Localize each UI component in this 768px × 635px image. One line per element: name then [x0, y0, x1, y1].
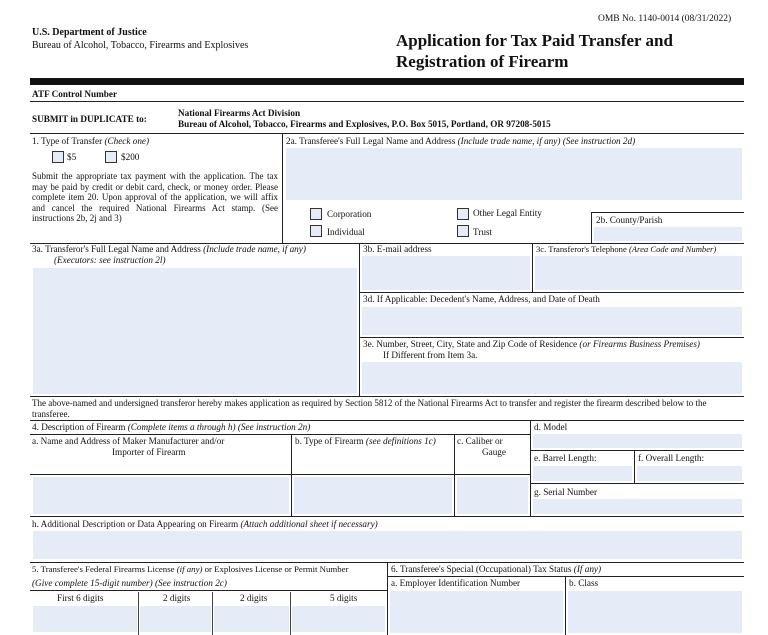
- item3a-hint: (Executors: see instruction 2l): [54, 255, 166, 265]
- item2a-label: 2a. Transferee's Full Legal Name and Address (Include trade name, if any) (See instruction 2d): [286, 136, 636, 146]
- nfa-address: Bureau of Alcohol, Tobacco, Firearms and Explosives, P.O. Box 5015, Portland, OR 97208-5015: [178, 119, 551, 129]
- ffl-col-first6: First 6 digits: [57, 593, 104, 603]
- corporation-label: Corporation: [327, 209, 372, 219]
- tax-5-checkbox[interactable]: [52, 151, 64, 163]
- ffl-2digits-b-field[interactable]: [214, 606, 289, 632]
- divider: [30, 396, 744, 397]
- submit-label: SUBMIT in DUPLICATE to:: [32, 114, 147, 124]
- divider: [359, 243, 360, 396]
- residence-field[interactable]: [362, 362, 742, 394]
- ffl-5digits-field[interactable]: [292, 606, 385, 632]
- ffl-2digits-a-field[interactable]: [140, 606, 211, 632]
- divider: [454, 434, 455, 516]
- item4c-label2: Gauge: [482, 447, 506, 457]
- individual-label: Individual: [327, 227, 365, 237]
- ffl-separator: [290, 592, 291, 635]
- item4d-label: d. Model: [534, 422, 568, 432]
- divider: [634, 450, 635, 483]
- tax-5-label: $5: [67, 152, 77, 162]
- item5-hint: (Give complete 15-digit number) (See instruction 2c): [32, 578, 227, 588]
- overall-length-field[interactable]: [637, 466, 742, 481]
- divider: [30, 133, 744, 134]
- transferee-name-field[interactable]: [286, 148, 742, 200]
- telephone-field[interactable]: [535, 256, 742, 290]
- item1-label: 1. Type of Transfer (Check one): [32, 136, 150, 146]
- divider: [532, 243, 533, 292]
- corporation-checkbox[interactable]: [310, 208, 322, 220]
- other-entity-label: Other Legal Entity: [473, 208, 542, 218]
- item3d-label: 3d. If Applicable: Decedent's Name, Address, and Date of Death: [363, 294, 600, 304]
- firearm-type-field[interactable]: [294, 477, 452, 514]
- caliber-field[interactable]: [457, 477, 528, 514]
- item6b-label: b. Class: [569, 578, 599, 588]
- item4c-label: c. Caliber or: [457, 436, 503, 446]
- individual-checkbox[interactable]: [310, 225, 322, 237]
- email-field[interactable]: [362, 256, 530, 290]
- ffl-col-2digits-b: 2 digits: [240, 593, 268, 603]
- omb-number: OMB No. 1140-0014 (08/31/2022): [598, 14, 732, 24]
- divider: [30, 420, 744, 421]
- ffl-col-2digits-a: 2 digits: [163, 593, 191, 603]
- divider: [30, 516, 744, 517]
- tax-200-label: $200: [121, 152, 140, 162]
- divider: [565, 576, 566, 635]
- divider: [387, 562, 388, 635]
- maker-field[interactable]: [33, 477, 289, 514]
- department-name: U.S. Department of Justice: [32, 27, 147, 38]
- item4e-label: e. Barrel Length:: [534, 453, 597, 463]
- ffl-separator: [212, 592, 213, 635]
- county-label: 2b. County/Parish: [596, 215, 663, 225]
- item3c-label: 3c. Transferor's Telephone (Area Code and Number): [536, 244, 717, 254]
- county-field[interactable]: [594, 227, 742, 241]
- ffl-separator: [138, 592, 139, 635]
- item4-label: 4. Description of Firearm (Complete items a through h) (See instruction 2n): [32, 422, 311, 432]
- nfa-division: National Firearms Act Division: [178, 108, 301, 118]
- item3a-label: 3a. Transferor's Full Legal Name and Address (Include trade name, if any): [32, 244, 306, 254]
- divider: [30, 590, 387, 591]
- bureau-name: Bureau of Alcohol, Tobacco, Firearms and Explosives: [32, 40, 249, 51]
- barrel-length-field[interactable]: [533, 466, 632, 481]
- ein-field[interactable]: [390, 591, 563, 633]
- divider: [530, 483, 744, 484]
- transfer-statement: The above-named and undersigned transferor hereby makes application as required by Section 5812 of the National Firearms Act to transfer and register the firearm described below to the transferee.: [32, 398, 707, 419]
- divider: [291, 434, 292, 516]
- item1-instructions: Submit the appropriate tax payment with the application. The tax may be paid by credit or debit card, check, or money order. Please complete item 20. Upon approval of the application, we will affix and cancel the required National Firearms Act stamp. (See instructions 2b, 2j and 3): [32, 171, 278, 224]
- additional-description-field[interactable]: [33, 531, 742, 559]
- ffl-col-5digits: 5 digits: [330, 593, 358, 603]
- item3e-label2: If Different from Item 3a.: [383, 350, 478, 360]
- form-title-line1: Application for Tax Paid Transfer and: [396, 31, 673, 50]
- class-field[interactable]: [568, 591, 742, 633]
- serial-number-field[interactable]: [533, 499, 742, 514]
- item4f-label: f. Overall Length:: [638, 453, 705, 463]
- divider: [530, 450, 744, 451]
- divider: [30, 434, 530, 435]
- item4h-label: h. Additional Description or Data Appearing on Firearm (Attach additional sheet if necessary): [32, 519, 378, 529]
- divider: [359, 292, 744, 293]
- divider: [359, 337, 744, 338]
- item5-label: 5. Transferee's Federal Firearms License (if any) or Explosives License or Permit Number: [32, 564, 349, 574]
- item6-label: 6. Transferee's Special (Occupational) Tax Status (If any): [391, 564, 602, 574]
- item4a-label: a. Name and Address of Maker Manufacturer and/or: [32, 436, 225, 446]
- item3e-label: 3e. Number, Street, City, State and Zip Code of Residence (or Firearms Business Premises): [363, 339, 700, 349]
- transferor-name-field[interactable]: [33, 268, 357, 394]
- item4g-label: g. Serial Number: [534, 487, 598, 497]
- item3b-label: 3b. E-mail address: [363, 244, 432, 254]
- atf-control-label: ATF Control Number: [32, 89, 118, 99]
- divider: [591, 212, 592, 243]
- divider: [530, 420, 531, 516]
- form-title-line2: Registration of Firearm: [396, 52, 569, 71]
- divider: [282, 133, 283, 243]
- divider: [591, 212, 744, 213]
- item6a-label: a. Employer Identification Number: [391, 578, 521, 588]
- model-field[interactable]: [533, 434, 742, 448]
- ffl-first6-field[interactable]: [33, 606, 137, 632]
- divider: [30, 474, 530, 475]
- item4a-label2: Importer of Firearm: [112, 447, 186, 457]
- header-rule: [30, 78, 744, 85]
- trust-label: Trust: [473, 227, 493, 237]
- trust-checkbox[interactable]: [457, 225, 469, 237]
- tax-200-checkbox[interactable]: [105, 151, 117, 163]
- item4b-label: b. Type of Firearm (see definitions 1c): [295, 436, 436, 446]
- other-entity-checkbox[interactable]: [457, 208, 469, 220]
- divider: [30, 101, 744, 102]
- decedent-field[interactable]: [362, 307, 742, 335]
